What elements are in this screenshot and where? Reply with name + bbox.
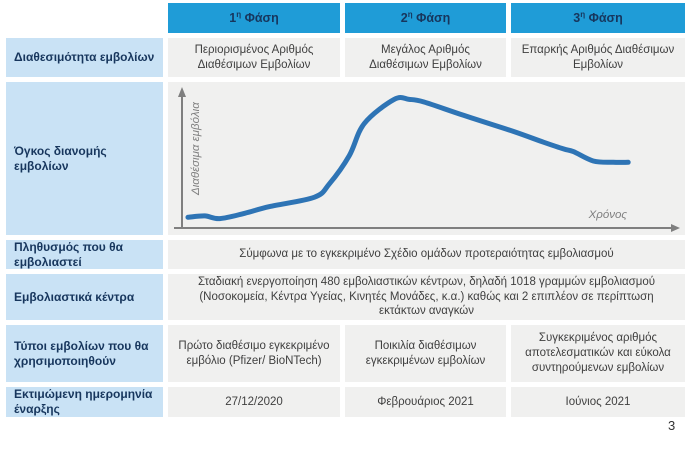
availability-phase-3-cell: Επαρκής Αριθμός Διαθέσιμων Εμβολίων [511,38,685,77]
volume-chart [168,82,685,235]
types-phase-2-cell: Ποικιλία διαθέσιμων εγκεκριμένων εμβολίων [345,325,506,382]
start-date-phase-2-cell: Φεβρουάριος 2021 [345,387,506,417]
types-phase-3-cell: Συγκεκριμένος αριθμός αποτελεσματικών και εύκολα συντηρούμενων εμβολίων [511,325,685,382]
availability-phase-2-cell: Μεγάλος Αριθμός Διαθέσιμων Εμβολίων [345,38,506,77]
page-number: 3 [668,418,676,433]
population-cell: Σύμφωνα με το εγκεκριμένο Σχέδιο ομάδων προτεραιότητας εμβολιασμού [168,240,685,269]
phase-3-header-label: $3^\eta$ Φάση [573,9,623,25]
y-axis-arrow-icon [178,87,186,97]
phases-table [6,3,685,417]
availability-phase-1-cell: Περιορισμένος Αριθμός Διαθέσιμων Εμβολίων [168,38,340,77]
types-phase-1-cell: Πρώτο διαθέσιμο εγκεκριμένο εμβόλιο (Pfizer/ BioNTech) [168,325,340,382]
phase-1-header [168,3,340,33]
start-date-phase-1-cell: 27/12/2020 [168,387,340,417]
x-axis-label: Χρόνος [588,209,627,221]
phase-3-header [511,3,685,33]
row-label-availability: Διαθεσιμότητα εμβολίων [6,38,163,77]
start-date-phase-3-cell: Ιούνιος 2021 [511,387,685,417]
centers-cell: Σταδιακή ενεργοποίηση 480 εμβολιαστικών κέντρων, δηλαδή 1018 γραμμών εμβολιασμού (Νοσοκομεία, Κέντρα Υγείας, Κινητές Μονάδες, κ.α.) καθώς και 2 επιπλέον σε περίπτωση εκτάκτων αναγκών [168,274,685,320]
row-label-start-date: Εκτιμώμενη ημερομηνία έναρξης [6,387,163,417]
y-axis-label: Διαθέσιμα εμβόλια [190,102,202,195]
volume-chart-svg [168,82,685,235]
phase-2-header-label: $2^\eta$ Φάση [400,9,451,25]
row-label-types: Τύποι εμβολίων που θα χρησιμοποιηθούν [6,325,163,382]
row-label-population: Πληθυσμός που θα εμβολιαστεί [6,240,163,269]
row-label-centers: Εμβολιαστικά κέντρα [6,274,163,320]
vaccine-volume-curve [188,97,628,218]
phase-2-header [345,3,506,33]
phase-1-header-label: $1^\eta$ Φάση [229,9,279,25]
row-label-volume: Όγκος διανομής εμβολίων [6,82,163,235]
x-axis-arrow-icon [671,224,680,232]
